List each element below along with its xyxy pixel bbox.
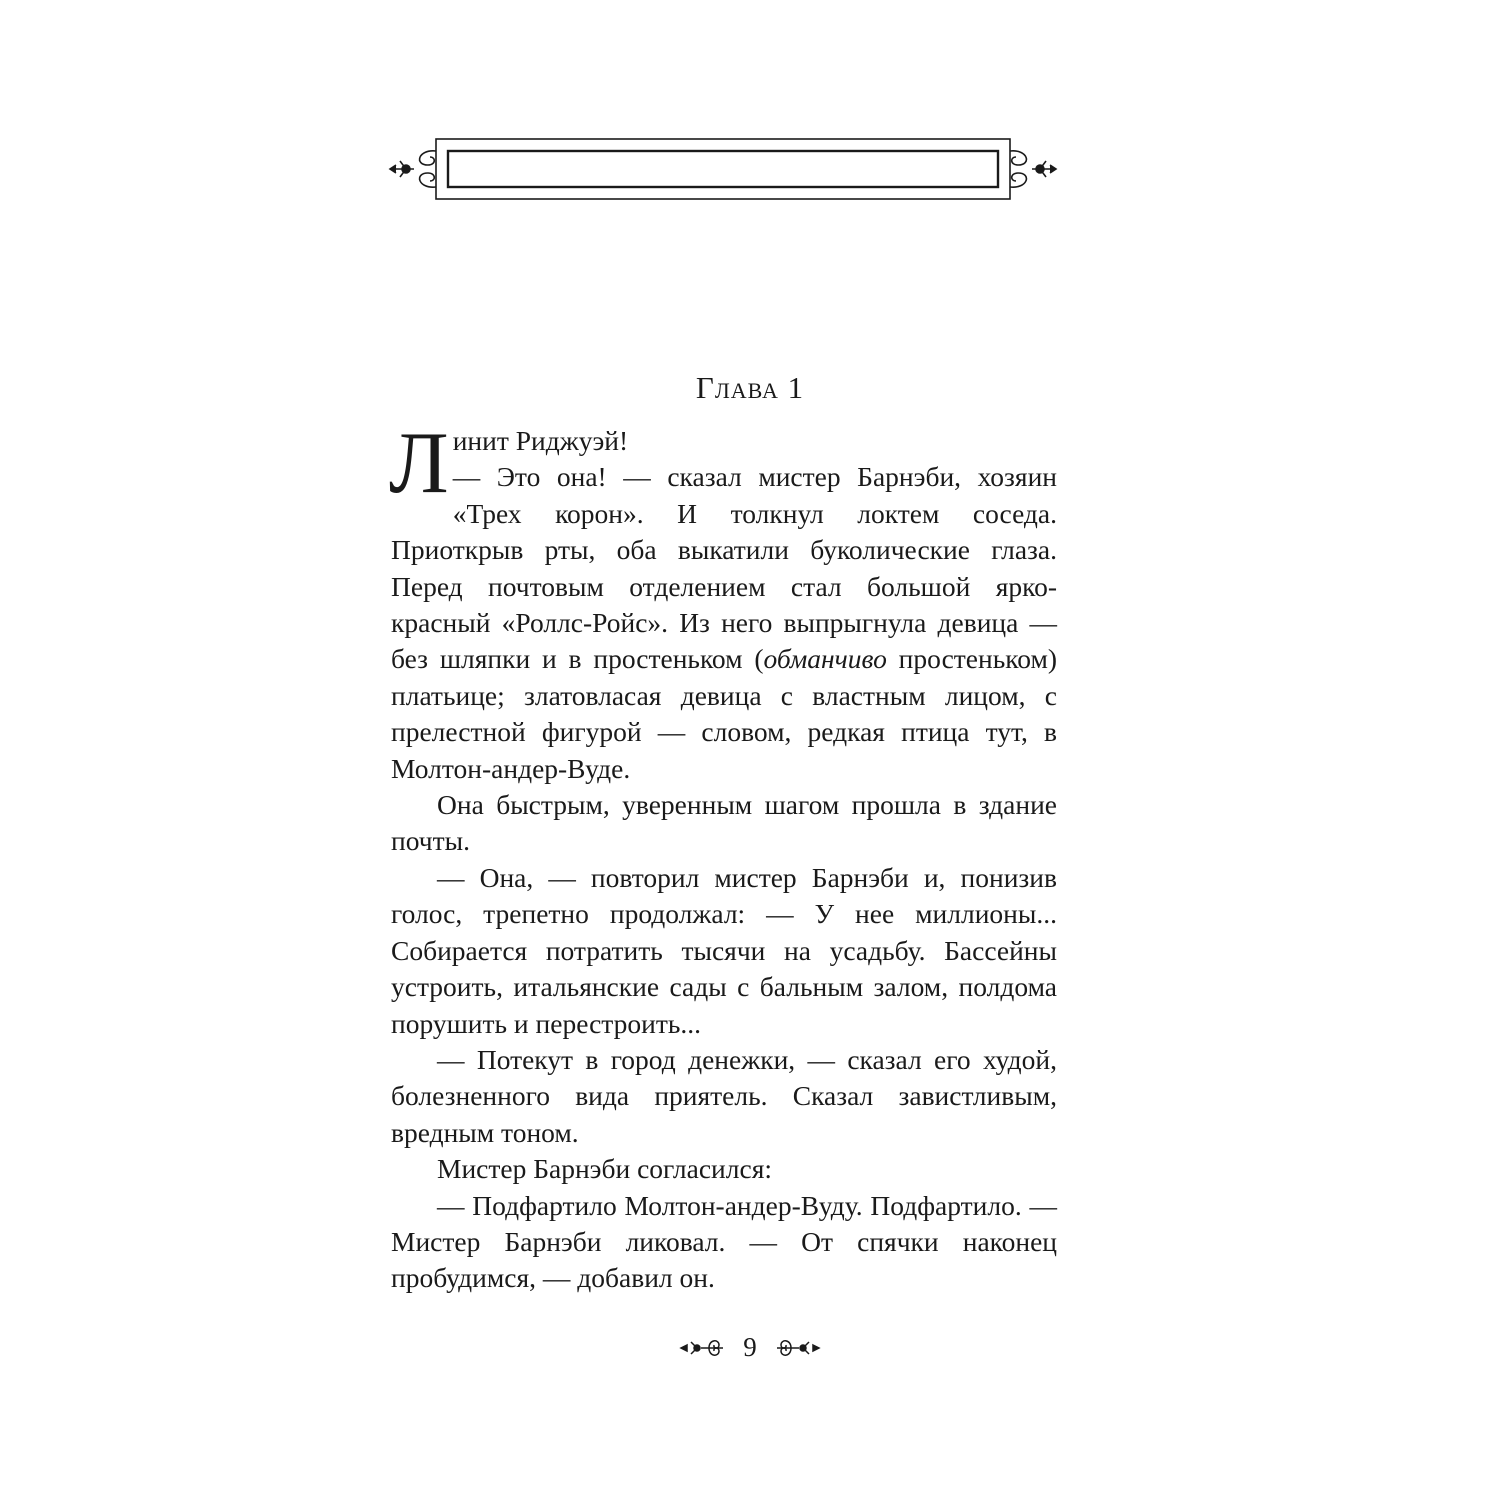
paragraph-4: — Потекут в город денежки, — сказал его худой, болезненного вида приятель. Сказал завистливым, вредным тоном. bbox=[391, 1043, 1057, 1148]
paragraph-5: Мистер Барнэби согласился: bbox=[437, 1153, 772, 1185]
page-footer bbox=[0, 1332, 1500, 1363]
drop-cap: Л bbox=[389, 415, 449, 512]
italic-word: обманчиво bbox=[763, 643, 887, 675]
chapter-title: Глава 1 bbox=[695, 370, 805, 405]
paragraph-6: — Подфартило Молтон-андер-Вуду. Подфартило. — Мистер Барнэби ликовал. — От спячки наконец пробудимся, — добавил он. bbox=[391, 1189, 1057, 1294]
paragraph-3: — Она, — повторил мистер Барнэби и, понизив голос, трепетно продолжал: — У нее миллионы... Собирается потратить тысячи на усадьбу. Бассейны устроить, итальянские сады с бальным залом, полдома порушить и перестроить... bbox=[391, 861, 1057, 1039]
body-text bbox=[389, 415, 1058, 1297]
left-fleuron-icon bbox=[679, 1335, 725, 1361]
paragraph-1 bbox=[389, 415, 1058, 787]
paragraph-text: простеньком) платьице; златовласая девица с властным лицом, с прелестной фигурой — словом, редкая птица тут, в Молтон-андер-Вуде. bbox=[391, 643, 1058, 784]
right-fleuron-icon bbox=[775, 1335, 821, 1361]
page-number: 9 bbox=[743, 1332, 757, 1362]
paragraph-text: инит Риджуэй! — Это она! — сказал мистер Барнэби, хозяин «Трех корон». И толкнул локтем соседа. Приоткрыв рты, оба выкатили буколические глаза. Перед почтовым отделением стал большой ярко-красный «Роллс-Ройс». Из него выпрыгнула девица — без шляпки и в простеньком ( bbox=[391, 425, 1057, 675]
header-ornament-frame bbox=[388, 135, 1058, 203]
paragraph-2: Она быстрым, уверенным шагом прошла в здание почты. bbox=[391, 789, 1057, 857]
